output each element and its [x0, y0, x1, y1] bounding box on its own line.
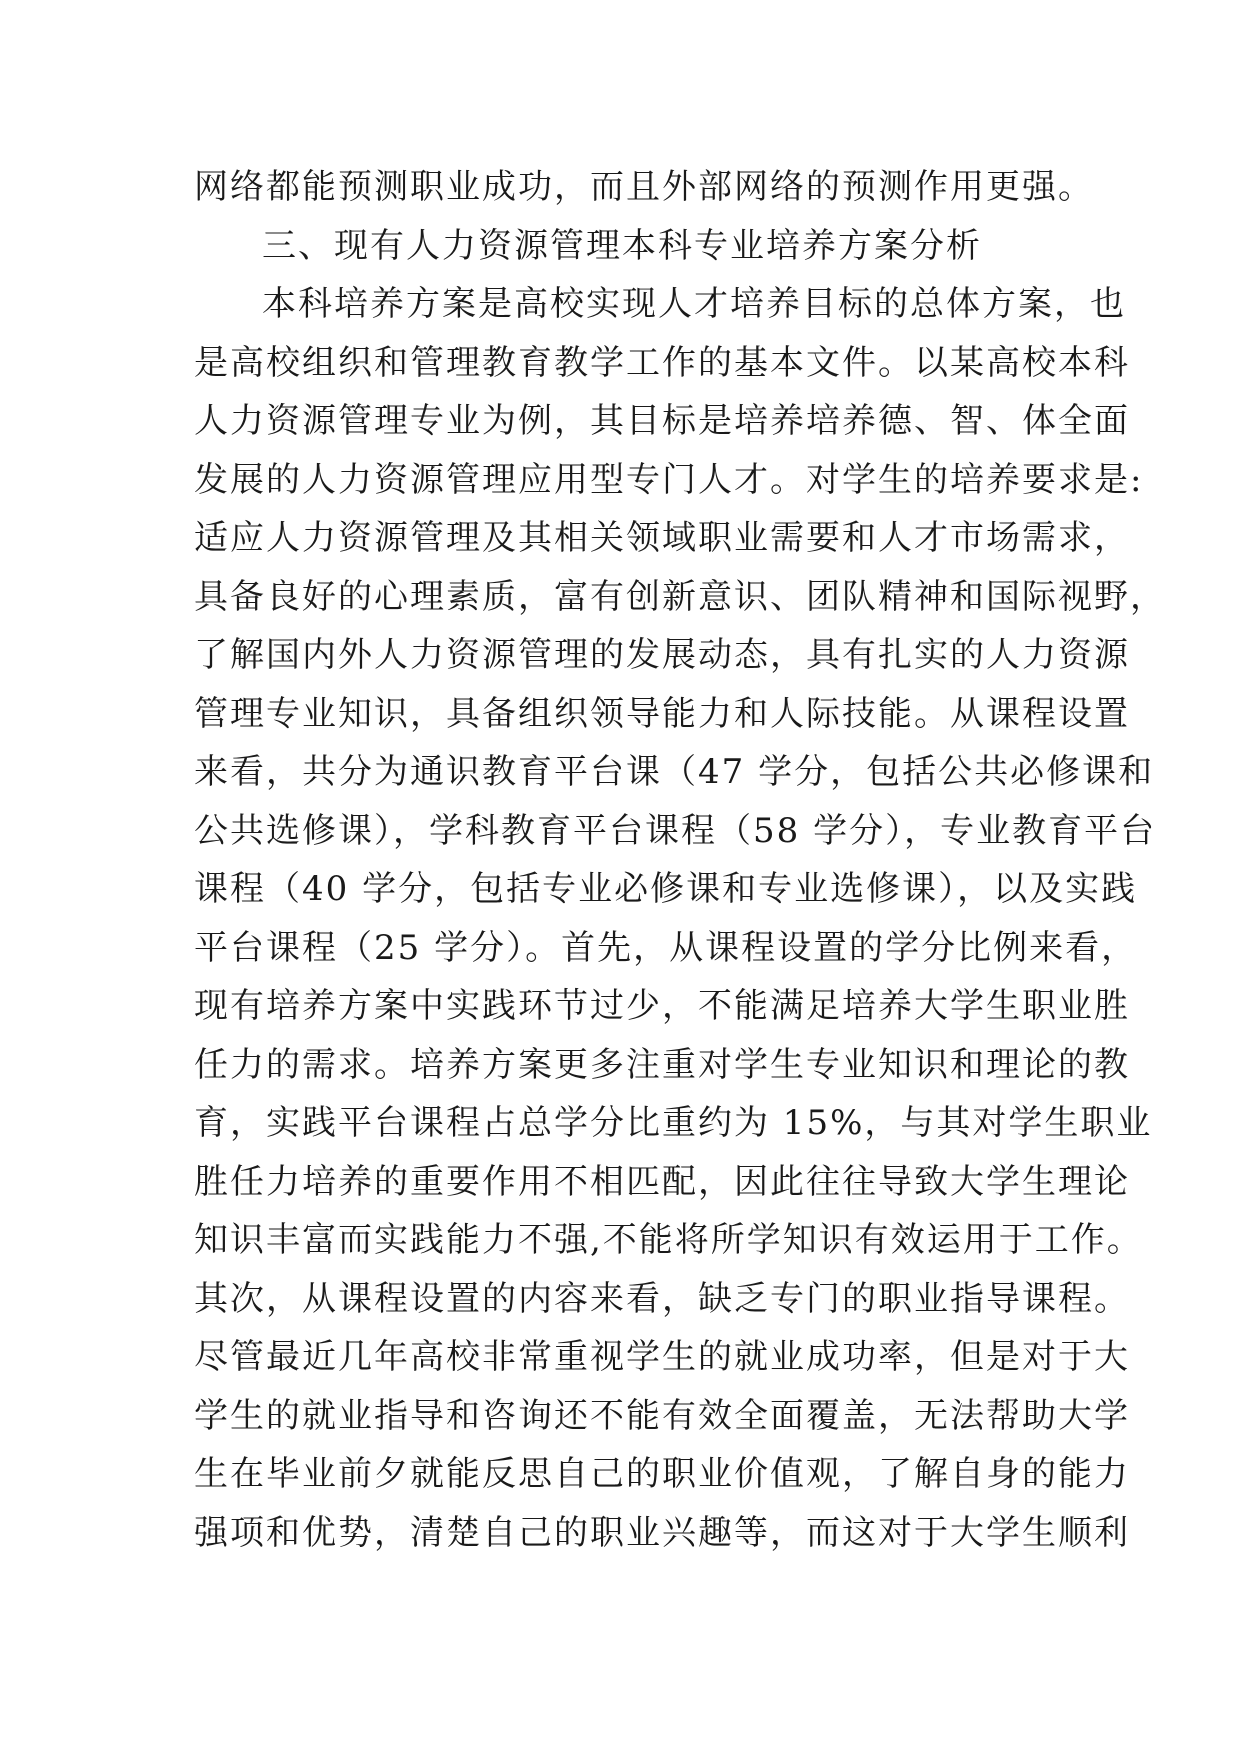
text-line: 来看，共分为通识教育平台课（47 学分，包括公共必修课和	[194, 752, 1155, 792]
text-line: 任力的需求。培养方案更多注重对学生专业知识和理论的教	[194, 1044, 1130, 1085]
text-line: 知识丰富而实践能力不强,不能将所学知识有效运用于工作。	[194, 1220, 1143, 1260]
text-line: 公共选修课），学科教育平台课程（58 学分），专业教育平台	[194, 810, 1157, 851]
text-line: 网络都能预测职业成功，而且外部网络的预测作用更强。	[194, 167, 1094, 207]
text-line: 了解国内外人力资源管理的发展动态，具有扎实的人力资源	[194, 635, 1130, 675]
section-heading: 三、现有人力资源管理本科专业培养方案分析	[262, 225, 982, 266]
body-text	[194, 158, 1166, 1562]
text-line: 平台课程（25 学分）。首先，从课程设置的学分比例来看，	[194, 927, 1138, 968]
text-line: 胜任力培养的重要作用不相匹配，因此往往导致大学生理论	[194, 1161, 1130, 1202]
text-line: 具备良好的心理素质，富有创新意识、团队精神和国际视野，	[194, 576, 1166, 617]
text-line: 学生的就业指导和咨询还不能有效全面覆盖，无法帮助大学	[194, 1395, 1130, 1436]
text-line: 发展的人力资源管理应用型专门人才。对学生的培养要求是:	[194, 459, 1144, 500]
text-line: 生在毕业前夕就能反思自己的职业价值观，了解自身的能力	[194, 1454, 1130, 1494]
text-line: 课程（40 学分，包括专业必修课和专业选修课），以及实践	[194, 869, 1138, 909]
text-line: 管理专业知识，具备组织领导能力和人际技能。从课程设置	[194, 693, 1130, 734]
text-line: 是高校组织和管理教育教学工作的基本文件。以某高校本科	[194, 342, 1130, 383]
text-line: 育，实践平台课程占总学分比重约为 15%，与其对学生职业	[194, 1103, 1153, 1143]
text-line: 本科培养方案是高校实现人才培养目标的总体方案，也	[262, 284, 1126, 324]
text-line: 现有培养方案中实践环节过少，不能满足培养大学生职业胜	[194, 986, 1130, 1026]
text-line: 强项和优势，清楚自己的职业兴趣等，而这对于大学生顺利	[194, 1512, 1130, 1553]
text-line: 尽管最近几年高校非常重视学生的就业成功率，但是对于大	[194, 1337, 1130, 1377]
text-line: 人力资源管理专业为例，其目标是培养培养德、智、体全面	[194, 401, 1130, 441]
text-line: 适应人力资源管理及其相关领域职业需要和人才市场需求，	[194, 518, 1130, 558]
text-line: 其次，从课程设置的内容来看，缺乏专门的职业指导课程。	[194, 1278, 1130, 1319]
